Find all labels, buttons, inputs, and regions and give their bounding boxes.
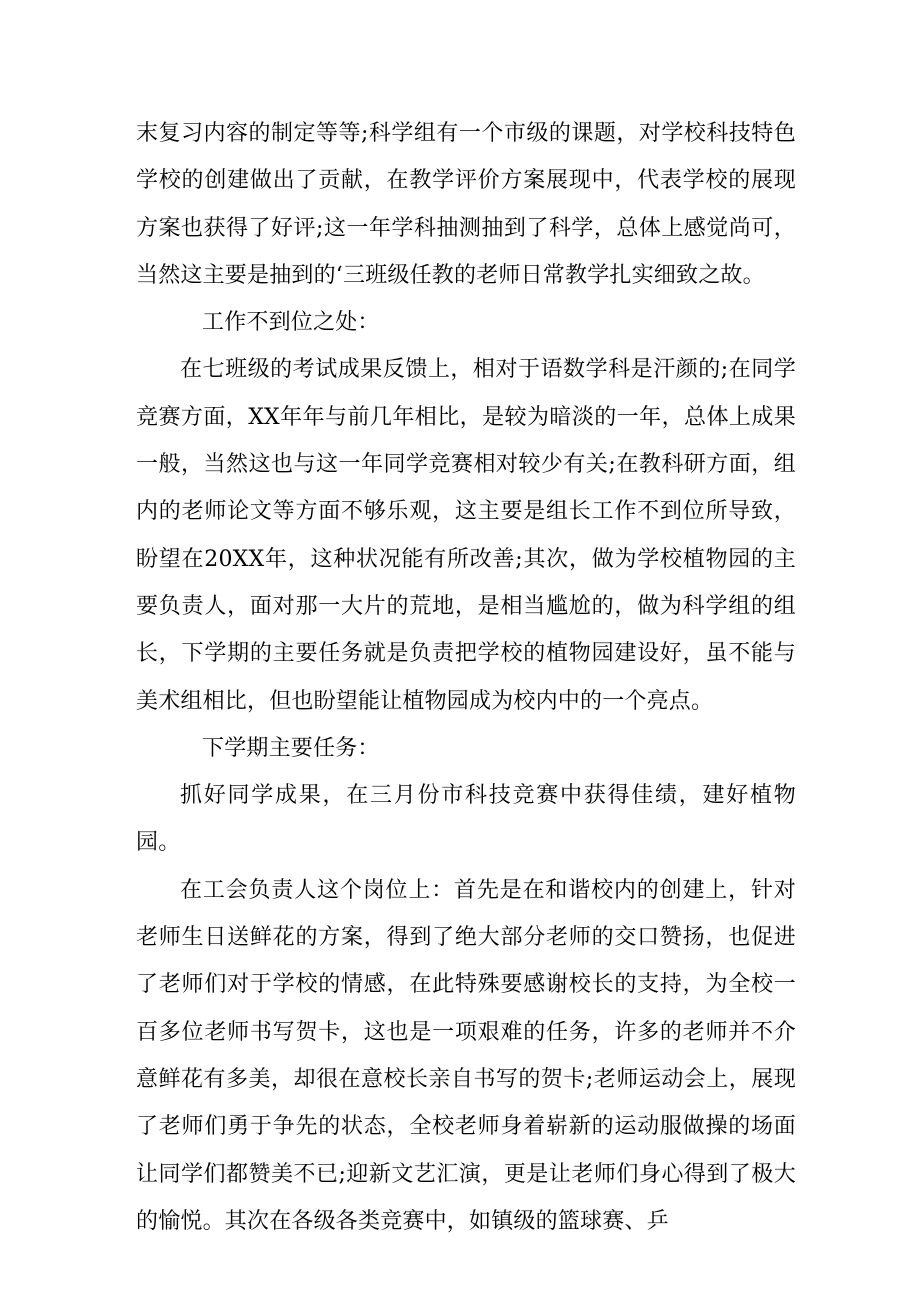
document-body xyxy=(136,110,796,1245)
paragraph-union-work: 在工会负责人这个岗位上：首先是在和谐校内的创建上，针对老师生日送鲜花的方案，得到了绝大部分老师的交口赞扬，也促进了老师们对于学校的情感，在此特殊要感谢校长的支持，为全校一百多位老师书写贺卡，这也是一项艰难的任务，许多的老师并不介意鲜花有多美，却很在意校长亲自书写的贺卡;老师运动会上，展现了老师们勇于争先的状态，全校老师身着崭新的运动服做操的场面让同学们都赞美不已;迎新文艺汇演，更是让老师们身心得到了极大的愉悦。其次在各级各类竞赛中，如镇级的篮球赛、乒 xyxy=(136,877,796,1234)
paragraph-shortcomings: 在七班级的考试成果反馈上，相对于语数学科是汗颜的;在同学竞赛方面，XX年年与前几年相比，是较为暗淡的一年，总体上成果一般，当然这也与这一年同学竞赛相对较少有关;在教科研方面，组内的老师论文等方面不够乐观，这主要是组长工作不到位所导致，盼望在20XX年，这种状况能有所改善;其次，做为学校植物园的主要负责人，面对那一大片的荒地，是相当尴尬的，做为科学组的组长，下学期的主要任务就是负责把学校的植物园建设好，虽不能与美术组相比，但也盼望能让植物园成为校内中的一个亮点。 xyxy=(136,357,796,714)
paragraph-next-term-tasks: 抓好同学成果，在三月份市科技竞赛中获得佳绩，建好植物园。 xyxy=(136,783,796,856)
section-heading-next-term-tasks: 下学期主要任务： xyxy=(202,735,380,761)
paragraph-continuation: 末复习内容的制定等等;科学组有一个市级的课题，对学校科技特色学校的创建做出了贡献，在教学评价方案展现中，代表学校的展现方案也获得了好评;这一年学科抽测抽到了科学，总体上感觉尚可，当然这主要是抽到的‘三班级任教的老师日常教学扎实细致之故。 xyxy=(136,121,796,288)
section-heading-shortcomings: 工作不到位之处： xyxy=(202,310,380,336)
